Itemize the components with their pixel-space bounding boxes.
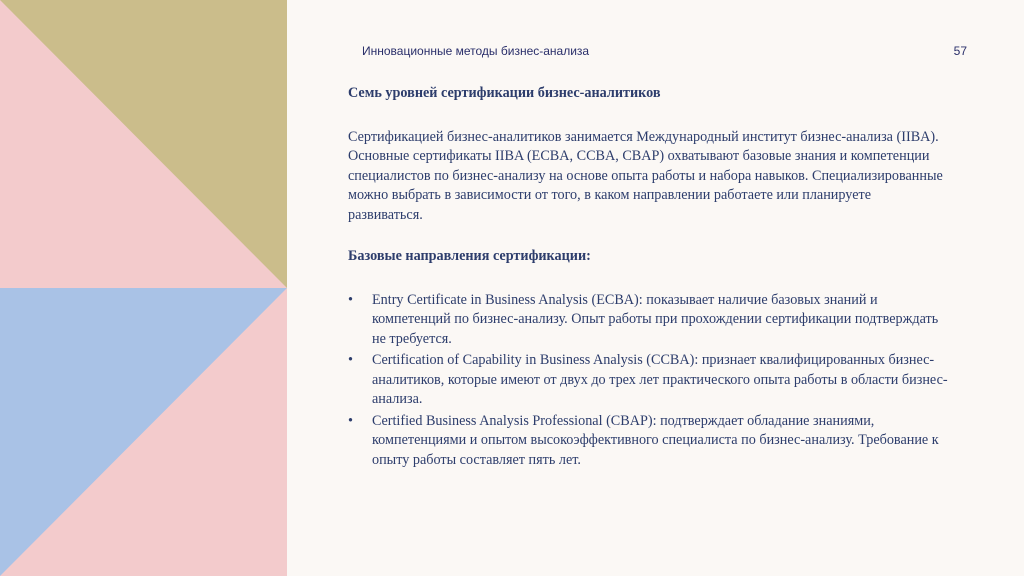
list-item [348,351,948,410]
page-number: 57 [953,44,967,58]
list-item-text: Certified Business Analysis Professional (CBAP): подтверждает обладание знаниями, компетенциями и опытом высокоэффективного специалиста по бизнес-анализу. Требование к опыту работы составляет пять лет. [372,412,939,468]
bullet-icon: • [348,412,353,429]
slide-content [348,84,948,472]
certification-list [348,291,948,471]
list-item [348,291,948,350]
list-item [348,412,948,471]
decorative-geometric-panel [0,0,287,576]
subheading: Базовые направления сертификации: [348,248,591,264]
bullet-icon: • [348,291,353,308]
intro-paragraph: Сертификацией бизнес-аналитиков занимается Международный институт бизнес-анализа (IIBA). Основные сертификаты IIBA (ECBA, CCBA, CBAP) охватывают базовые знания и компетенции специалистов по бизнес-анализу на основе опыта работы и набора навыков. Специализированные можно выбрать в зависимости от того, в каком направлении работаете или планируете развиваться. [348,128,943,223]
list-item-text: Certification of Capability in Business Analysis (CCBA): признает квалифицированных бизнес-аналитиков, которые имеют от двух до трех лет практического опыта работы в области бизнес-анализа. [372,352,948,407]
list-item-text: Entry Certificate in Business Analysis (ECBA): показывает наличие базовых знаний и компетенций по бизнес-анализу. Опыт работы при прохождении сертификации подтверждать не требуется. [372,291,939,347]
section-heading: Семь уровней сертификации бизнес-аналитиков [348,85,661,101]
header-title: Инновационные методы бизнес-анализа [362,44,590,58]
bullet-icon: • [348,352,353,368]
